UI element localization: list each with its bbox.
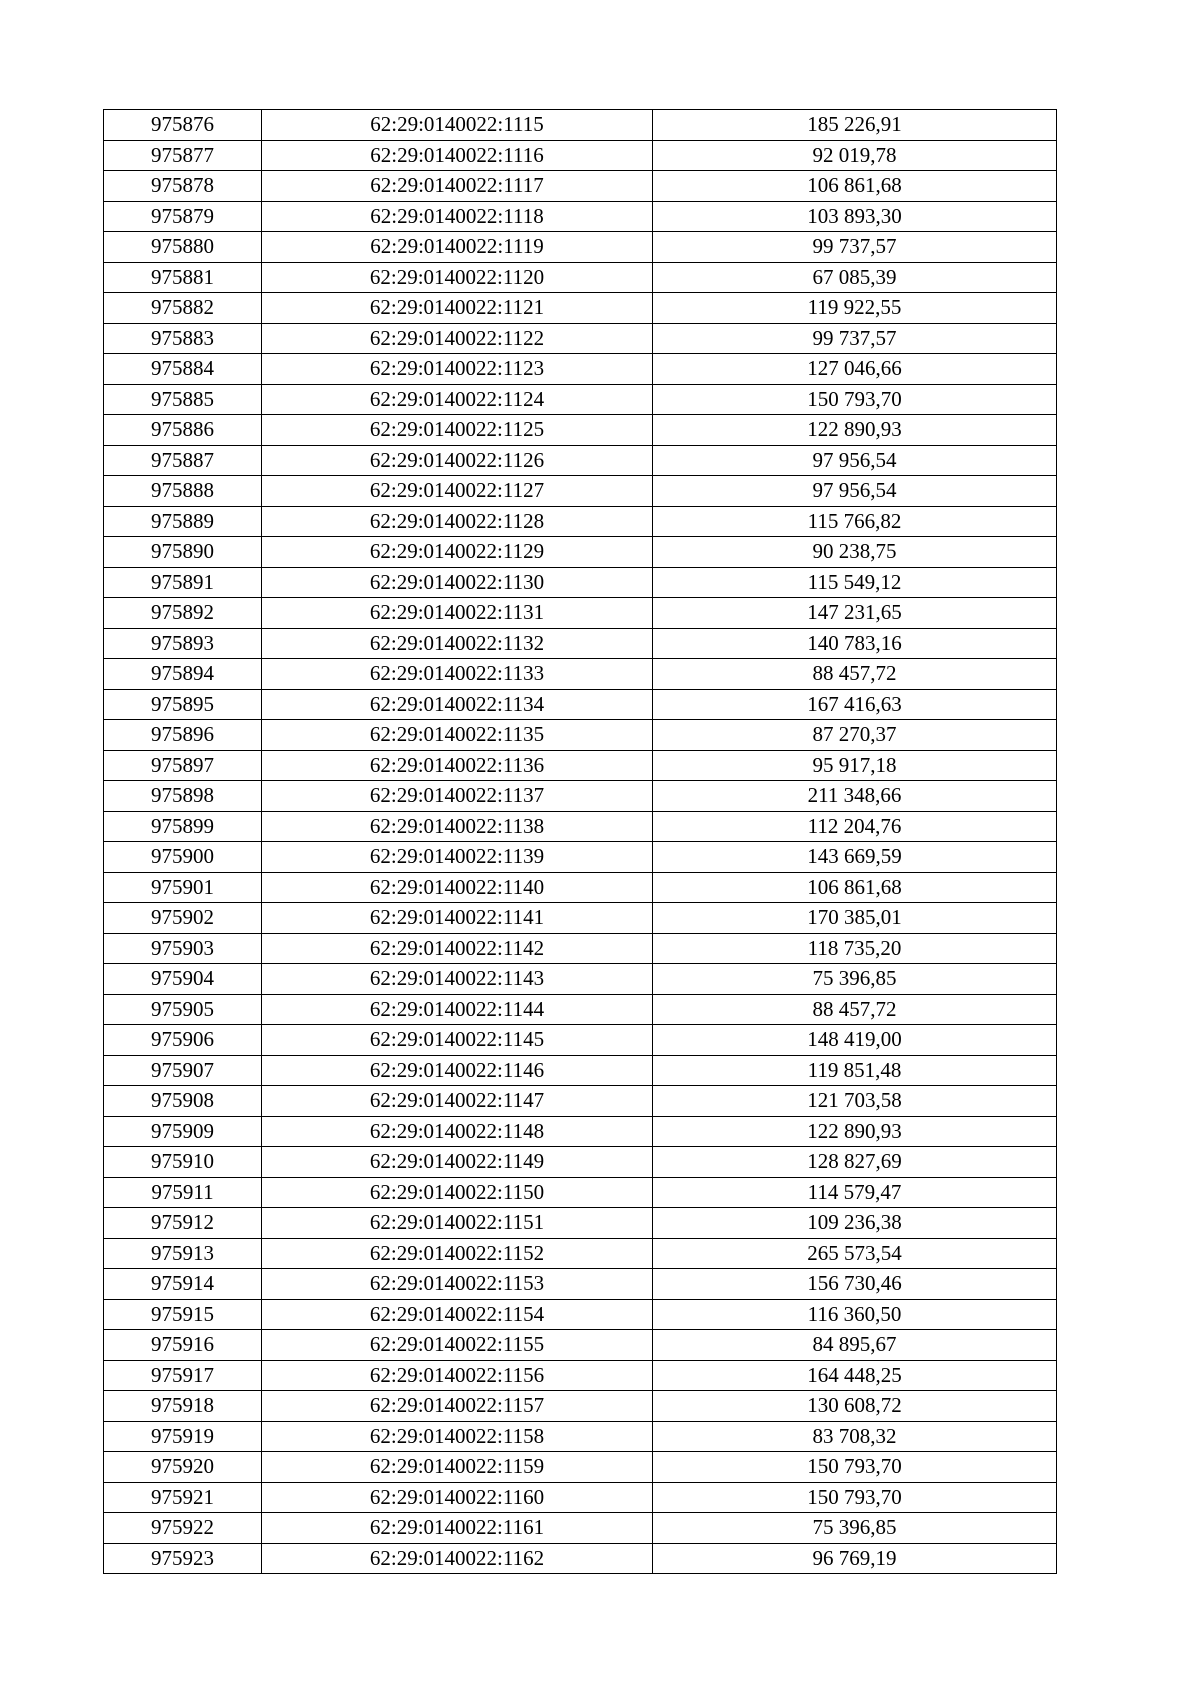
- cadastral-value-cell: 75 396,85: [653, 1513, 1057, 1544]
- row-number-cell: 975902: [104, 903, 262, 934]
- row-number-cell: 975909: [104, 1116, 262, 1147]
- row-number-cell: 975894: [104, 659, 262, 690]
- cadastral-number-cell: 62:29:0140022:1152: [262, 1238, 653, 1269]
- cadastral-number-cell: 62:29:0140022:1116: [262, 140, 653, 171]
- row-number-cell: 975904: [104, 964, 262, 995]
- cadastral-value-cell: 122 890,93: [653, 415, 1057, 446]
- table-row: [104, 293, 1057, 324]
- cadastral-number-cell: 62:29:0140022:1161: [262, 1513, 653, 1544]
- table-row: [104, 415, 1057, 446]
- cadastral-value-cell: 170 385,01: [653, 903, 1057, 934]
- row-number-cell: 975918: [104, 1391, 262, 1422]
- row-number-cell: 975880: [104, 232, 262, 263]
- cadastral-number-cell: 62:29:0140022:1162: [262, 1543, 653, 1574]
- table-row: [104, 232, 1057, 263]
- cadastral-value-cell: 106 861,68: [653, 171, 1057, 202]
- row-number-cell: 975915: [104, 1299, 262, 1330]
- row-number-cell: 975897: [104, 750, 262, 781]
- row-number-cell: 975906: [104, 1025, 262, 1056]
- cadastral-number-cell: 62:29:0140022:1121: [262, 293, 653, 324]
- table-row: [104, 1452, 1057, 1483]
- cadastral-number-cell: 62:29:0140022:1145: [262, 1025, 653, 1056]
- cadastral-number-cell: 62:29:0140022:1115: [262, 110, 653, 141]
- row-number-cell: 975895: [104, 689, 262, 720]
- table-row: [104, 994, 1057, 1025]
- cadastral-value-cell: 118 735,20: [653, 933, 1057, 964]
- table-row: [104, 1330, 1057, 1361]
- table-row: [104, 598, 1057, 629]
- cadastral-value-cell: 115 549,12: [653, 567, 1057, 598]
- cadastral-value-cell: 164 448,25: [653, 1360, 1057, 1391]
- cadastral-number-cell: 62:29:0140022:1155: [262, 1330, 653, 1361]
- row-number-cell: 975901: [104, 872, 262, 903]
- cadastral-value-cell: 97 956,54: [653, 445, 1057, 476]
- table-row: [104, 628, 1057, 659]
- cadastral-number-cell: 62:29:0140022:1143: [262, 964, 653, 995]
- table-row: [104, 262, 1057, 293]
- row-number-cell: 975905: [104, 994, 262, 1025]
- cadastral-value-cell: 103 893,30: [653, 201, 1057, 232]
- cadastral-value-cell: 115 766,82: [653, 506, 1057, 537]
- cadastral-number-cell: 62:29:0140022:1128: [262, 506, 653, 537]
- row-number-cell: 975878: [104, 171, 262, 202]
- cadastral-value-cell: 167 416,63: [653, 689, 1057, 720]
- cadastral-value-cell: 99 737,57: [653, 232, 1057, 263]
- table-row: [104, 1177, 1057, 1208]
- cadastral-value-cell: 112 204,76: [653, 811, 1057, 842]
- cadastral-value-cell: 147 231,65: [653, 598, 1057, 629]
- table-row: [104, 1238, 1057, 1269]
- row-number-cell: 975907: [104, 1055, 262, 1086]
- cadastral-value-cell: 122 890,93: [653, 1116, 1057, 1147]
- cadastral-number-cell: 62:29:0140022:1127: [262, 476, 653, 507]
- cadastral-value-cell: 148 419,00: [653, 1025, 1057, 1056]
- cadastral-number-cell: 62:29:0140022:1137: [262, 781, 653, 812]
- table-row: [104, 506, 1057, 537]
- cadastral-number-cell: 62:29:0140022:1139: [262, 842, 653, 873]
- cadastral-number-cell: 62:29:0140022:1124: [262, 384, 653, 415]
- cadastral-number-cell: 62:29:0140022:1158: [262, 1421, 653, 1452]
- cadastral-value-cell: 130 608,72: [653, 1391, 1057, 1422]
- row-number-cell: 975896: [104, 720, 262, 751]
- table-row: [104, 1543, 1057, 1574]
- row-number-cell: 975911: [104, 1177, 262, 1208]
- cadastral-number-cell: 62:29:0140022:1133: [262, 659, 653, 690]
- table-body: [104, 110, 1057, 1574]
- table-row: [104, 140, 1057, 171]
- table-row: [104, 1055, 1057, 1086]
- row-number-cell: 975877: [104, 140, 262, 171]
- table-row: [104, 201, 1057, 232]
- cadastral-number-cell: 62:29:0140022:1138: [262, 811, 653, 842]
- cadastral-number-cell: 62:29:0140022:1146: [262, 1055, 653, 1086]
- row-number-cell: 975883: [104, 323, 262, 354]
- row-number-cell: 975908: [104, 1086, 262, 1117]
- row-number-cell: 975916: [104, 1330, 262, 1361]
- row-number-cell: 975903: [104, 933, 262, 964]
- row-number-cell: 975893: [104, 628, 262, 659]
- table-row: [104, 872, 1057, 903]
- row-number-cell: 975899: [104, 811, 262, 842]
- row-number-cell: 975891: [104, 567, 262, 598]
- cadastral-value-cell: 99 737,57: [653, 323, 1057, 354]
- cadastral-value-cell: 150 793,70: [653, 1452, 1057, 1483]
- cadastral-number-cell: 62:29:0140022:1157: [262, 1391, 653, 1422]
- row-number-cell: 975900: [104, 842, 262, 873]
- cadastral-number-cell: 62:29:0140022:1122: [262, 323, 653, 354]
- cadastral-value-cell: 87 270,37: [653, 720, 1057, 751]
- row-number-cell: 975921: [104, 1482, 262, 1513]
- row-number-cell: 975876: [104, 110, 262, 141]
- cadastral-number-cell: 62:29:0140022:1117: [262, 171, 653, 202]
- table-row: [104, 1147, 1057, 1178]
- cadastral-value-cell: 140 783,16: [653, 628, 1057, 659]
- cadastral-number-cell: 62:29:0140022:1142: [262, 933, 653, 964]
- table-row: [104, 903, 1057, 934]
- cadastral-number-cell: 62:29:0140022:1125: [262, 415, 653, 446]
- table-row: [104, 445, 1057, 476]
- cadastral-number-cell: 62:29:0140022:1151: [262, 1208, 653, 1239]
- cadastral-value-cell: 119 922,55: [653, 293, 1057, 324]
- cadastral-number-cell: 62:29:0140022:1150: [262, 1177, 653, 1208]
- cadastral-number-cell: 62:29:0140022:1144: [262, 994, 653, 1025]
- cadastral-value-cell: 67 085,39: [653, 262, 1057, 293]
- row-number-cell: 975898: [104, 781, 262, 812]
- row-number-cell: 975890: [104, 537, 262, 568]
- table-row: [104, 964, 1057, 995]
- table-row: [104, 567, 1057, 598]
- cadastral-value-cell: 143 669,59: [653, 842, 1057, 873]
- table-row: [104, 842, 1057, 873]
- row-number-cell: 975917: [104, 1360, 262, 1391]
- cadastral-number-cell: 62:29:0140022:1156: [262, 1360, 653, 1391]
- cadastral-value-cell: 96 769,19: [653, 1543, 1057, 1574]
- cadastral-number-cell: 62:29:0140022:1131: [262, 598, 653, 629]
- cadastral-value-cell: 75 396,85: [653, 964, 1057, 995]
- cadastral-value-cell: 109 236,38: [653, 1208, 1057, 1239]
- table-row: [104, 1513, 1057, 1544]
- table-row: [104, 354, 1057, 385]
- table-row: [104, 720, 1057, 751]
- table-row: [104, 476, 1057, 507]
- table-row: [104, 811, 1057, 842]
- table-row: [104, 1421, 1057, 1452]
- cadastral-value-cell: 119 851,48: [653, 1055, 1057, 1086]
- cadastral-number-cell: 62:29:0140022:1126: [262, 445, 653, 476]
- cadastral-number-cell: 62:29:0140022:1129: [262, 537, 653, 568]
- row-number-cell: 975892: [104, 598, 262, 629]
- cadastral-number-cell: 62:29:0140022:1120: [262, 262, 653, 293]
- row-number-cell: 975920: [104, 1452, 262, 1483]
- table-row: [104, 933, 1057, 964]
- table-row: [104, 689, 1057, 720]
- row-number-cell: 975914: [104, 1269, 262, 1300]
- cadastral-value-cell: 97 956,54: [653, 476, 1057, 507]
- cadastral-value-table: [103, 109, 1057, 1574]
- row-number-cell: 975885: [104, 384, 262, 415]
- cadastral-value-cell: 88 457,72: [653, 994, 1057, 1025]
- cadastral-value-cell: 90 238,75: [653, 537, 1057, 568]
- row-number-cell: 975886: [104, 415, 262, 446]
- cadastral-number-cell: 62:29:0140022:1159: [262, 1452, 653, 1483]
- cadastral-number-cell: 62:29:0140022:1134: [262, 689, 653, 720]
- row-number-cell: 975882: [104, 293, 262, 324]
- cadastral-number-cell: 62:29:0140022:1132: [262, 628, 653, 659]
- row-number-cell: 975912: [104, 1208, 262, 1239]
- table-row: [104, 1360, 1057, 1391]
- cadastral-value-cell: 127 046,66: [653, 354, 1057, 385]
- cadastral-value-cell: 84 895,67: [653, 1330, 1057, 1361]
- row-number-cell: 975887: [104, 445, 262, 476]
- table-row: [104, 537, 1057, 568]
- cadastral-number-cell: 62:29:0140022:1160: [262, 1482, 653, 1513]
- cadastral-value-cell: 211 348,66: [653, 781, 1057, 812]
- row-number-cell: 975879: [104, 201, 262, 232]
- table-row: [104, 1025, 1057, 1056]
- cadastral-number-cell: 62:29:0140022:1136: [262, 750, 653, 781]
- row-number-cell: 975922: [104, 1513, 262, 1544]
- cadastral-value-cell: 106 861,68: [653, 872, 1057, 903]
- cadastral-value-cell: 83 708,32: [653, 1421, 1057, 1452]
- cadastral-value-cell: 265 573,54: [653, 1238, 1057, 1269]
- cadastral-number-cell: 62:29:0140022:1147: [262, 1086, 653, 1117]
- cadastral-number-cell: 62:29:0140022:1123: [262, 354, 653, 385]
- table-row: [104, 781, 1057, 812]
- table-row: [104, 171, 1057, 202]
- cadastral-number-cell: 62:29:0140022:1118: [262, 201, 653, 232]
- row-number-cell: 975888: [104, 476, 262, 507]
- row-number-cell: 975910: [104, 1147, 262, 1178]
- table-row: [104, 750, 1057, 781]
- table-row: [104, 1116, 1057, 1147]
- table-row: [104, 1269, 1057, 1300]
- cadastral-value-cell: 95 917,18: [653, 750, 1057, 781]
- cadastral-value-cell: 156 730,46: [653, 1269, 1057, 1300]
- table-row: [104, 1299, 1057, 1330]
- table-row: [104, 659, 1057, 690]
- table-row: [104, 1086, 1057, 1117]
- row-number-cell: 975919: [104, 1421, 262, 1452]
- table-row: [104, 1391, 1057, 1422]
- row-number-cell: 975884: [104, 354, 262, 385]
- cadastral-number-cell: 62:29:0140022:1149: [262, 1147, 653, 1178]
- table-row: [104, 1482, 1057, 1513]
- row-number-cell: 975881: [104, 262, 262, 293]
- row-number-cell: 975913: [104, 1238, 262, 1269]
- cadastral-number-cell: 62:29:0140022:1154: [262, 1299, 653, 1330]
- cadastral-number-cell: 62:29:0140022:1153: [262, 1269, 653, 1300]
- cadastral-number-cell: 62:29:0140022:1135: [262, 720, 653, 751]
- cadastral-value-cell: 92 019,78: [653, 140, 1057, 171]
- cadastral-number-cell: 62:29:0140022:1130: [262, 567, 653, 598]
- cadastral-number-cell: 62:29:0140022:1119: [262, 232, 653, 263]
- cadastral-value-cell: 150 793,70: [653, 1482, 1057, 1513]
- cadastral-value-cell: 121 703,58: [653, 1086, 1057, 1117]
- row-number-cell: 975923: [104, 1543, 262, 1574]
- cadastral-value-cell: 116 360,50: [653, 1299, 1057, 1330]
- table-row: [104, 110, 1057, 141]
- row-number-cell: 975889: [104, 506, 262, 537]
- cadastral-value-cell: 150 793,70: [653, 384, 1057, 415]
- cadastral-value-cell: 185 226,91: [653, 110, 1057, 141]
- table-row: [104, 384, 1057, 415]
- cadastral-number-cell: 62:29:0140022:1140: [262, 872, 653, 903]
- table-row: [104, 1208, 1057, 1239]
- cadastral-number-cell: 62:29:0140022:1148: [262, 1116, 653, 1147]
- cadastral-value-cell: 88 457,72: [653, 659, 1057, 690]
- cadastral-value-cell: 128 827,69: [653, 1147, 1057, 1178]
- table-row: [104, 323, 1057, 354]
- cadastral-number-cell: 62:29:0140022:1141: [262, 903, 653, 934]
- cadastral-value-cell: 114 579,47: [653, 1177, 1057, 1208]
